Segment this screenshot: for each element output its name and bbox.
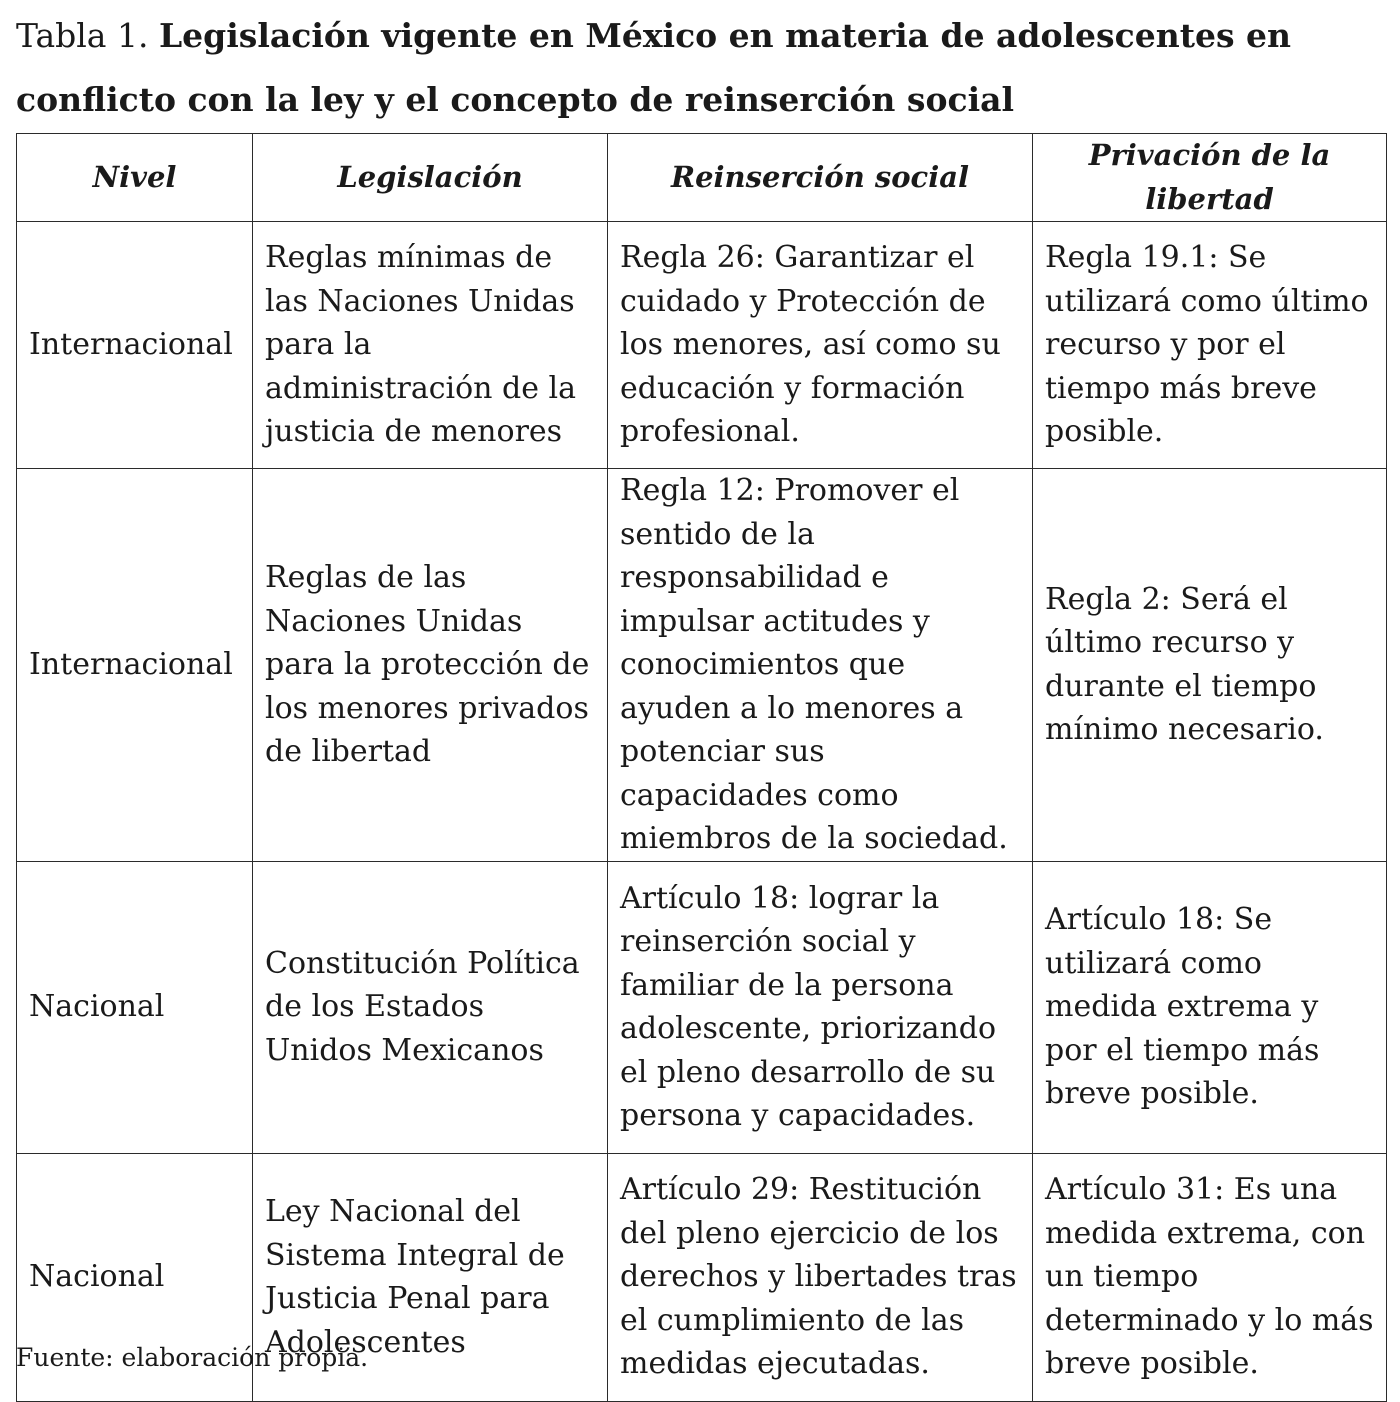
table-row [17, 222, 1387, 469]
table-number-label: Tabla 1. [16, 16, 159, 55]
table-row [17, 469, 1387, 862]
header-nivel: Nivel [17, 134, 253, 222]
cell-reinsercion: Artículo 18: lograr la reinserción social y familiar de la persona adolescente, priorizando el pleno desarrollo de su persona y capacidades. [608, 861, 1033, 1153]
cell-privacion: Regla 2: Será el último recurso y durante el tiempo mínimo necesario. [1033, 469, 1387, 862]
cell-privacion: Regla 19.1: Se utilizará como último recurso y por el tiempo más breve posible. [1033, 222, 1387, 469]
header-legislacion: Legislación [253, 134, 608, 222]
cell-nivel: Nacional [17, 1153, 253, 1401]
cell-nivel: Nacional [17, 861, 253, 1153]
table-header-row [17, 134, 1387, 222]
table-title: Legislación vigente en México en materia de adolescentes en conflicto con la ley y el concepto de reinserción social [16, 16, 1292, 119]
cell-privacion: Artículo 18: Se utilizará como medida extrema y por el tiempo más breve posible. [1033, 861, 1387, 1153]
table-caption [16, 4, 1386, 132]
source-note: Fuente: elaboración propia. [16, 1343, 369, 1372]
cell-legislacion: Reglas mínimas de las Naciones Unidas para la administración de la justicia de menores [253, 222, 608, 469]
header-reinsercion-social: Reinserción social [608, 134, 1033, 222]
cell-reinsercion: Regla 26: Garantizar el cuidado y Protección de los menores, así como su educación y formación profesional. [608, 222, 1033, 469]
legislation-table [16, 133, 1387, 1402]
cell-nivel: Internacional [17, 469, 253, 862]
table-row [17, 861, 1387, 1153]
cell-legislacion: Constitución Política de los Estados Unidos Mexicanos [253, 861, 608, 1153]
cell-legislacion: Ley Nacional del Sistema Integral de Justicia Penal para Adolescentes [253, 1153, 608, 1401]
cell-reinsercion: Regla 12: Promover el sentido de la responsabilidad e impulsar actitudes y conocimientos que ayuden a lo menores a potenciar sus capacidades como miembros de la sociedad. [608, 469, 1033, 862]
cell-legislacion: Reglas de las Naciones Unidas para la protección de los menores privados de libertad [253, 469, 608, 862]
cell-reinsercion: Artículo 29: Restitución del pleno ejercicio de los derechos y libertades tras el cumplimiento de las medidas ejecutadas. [608, 1153, 1033, 1401]
header-privacion-libertad: Privación de la libertad [1033, 134, 1387, 222]
cell-privacion: Artículo 31: Es una medida extrema, con un tiempo determinado y lo más breve posible. [1033, 1153, 1387, 1401]
cell-nivel: Internacional [17, 222, 253, 469]
